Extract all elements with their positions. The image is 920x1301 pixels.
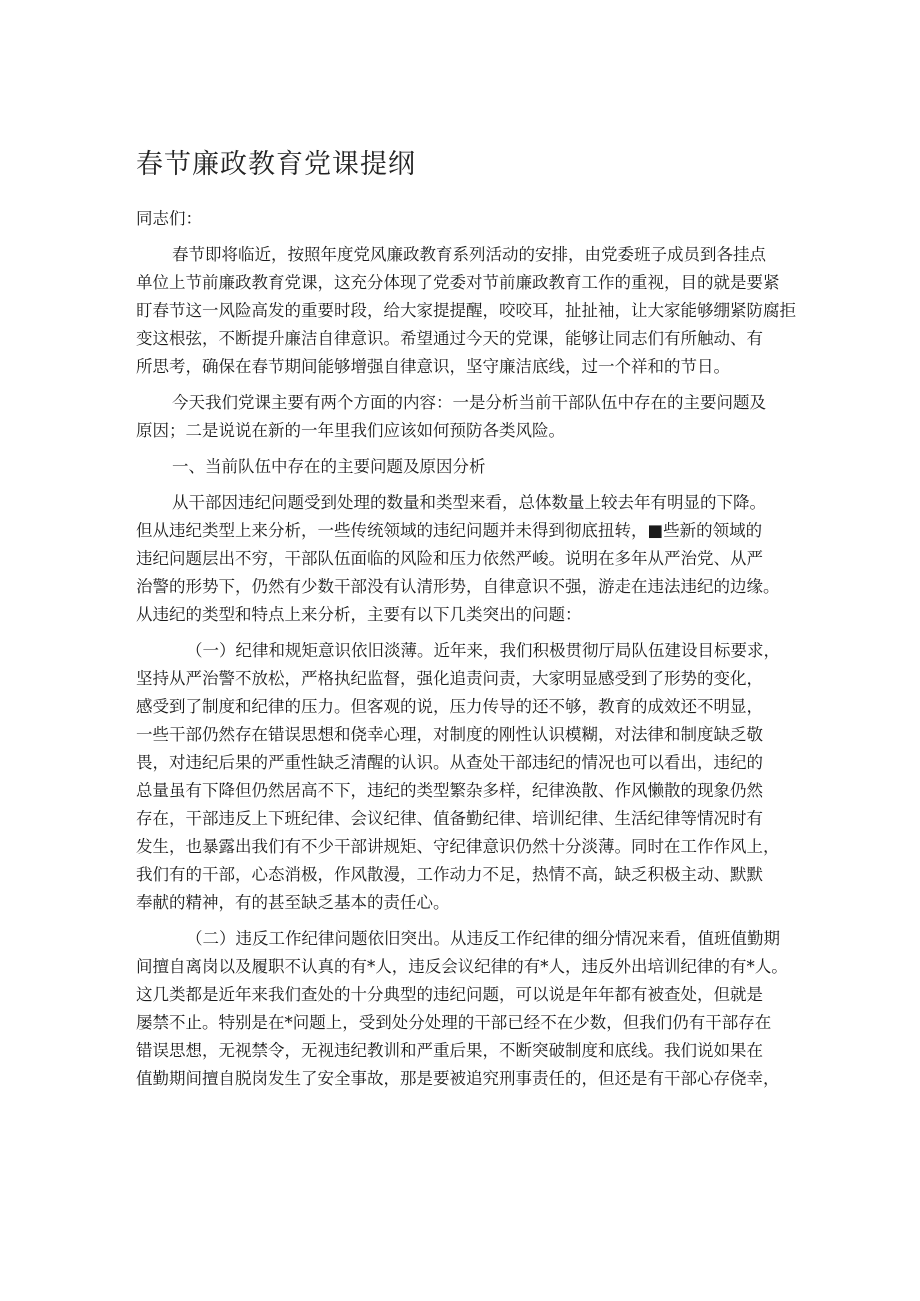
text-line: 所思考，确保在春节期间能够增强自律意识，坚守廉洁底线，过一个祥和的节日。 <box>136 357 730 376</box>
text-line: 变这根弦，不断提升廉洁自律意识。希望通过今天的党课，能够让同志们有所触动、有 <box>136 329 763 348</box>
subsection-heading-line: （一）纪律和规矩意识依旧淡薄。近年来，我们积极贯彻厅局队伍建设目标要求， <box>186 641 780 660</box>
text-line: 存在，干部违反上下班纪律、会议纪律、值备勤纪律、培训纪律、生活纪律等情况时有 <box>136 809 763 828</box>
document-title: 春节廉政教育党课提纲 <box>136 149 416 180</box>
salutation: 同志们： <box>136 209 202 228</box>
text-line: 单位上节前廉政教育党课，这充分体现了党委对节前廉政教育工作的重视，目的就是要紧 <box>136 273 780 292</box>
text-line: 从违纪的类型和特点上来分析，主要有以下几类突出的问题： <box>136 605 582 624</box>
text-line: 春节即将临近，按照年度党风廉政教育系列活动的安排，由党委班子成员到各挂点 <box>172 245 766 264</box>
text-line: 畏，对违纪后果的严重性缺乏清醒的认识。从查处干部违纪的情况也可以看出，违纪的 <box>136 753 763 772</box>
subsection-heading-line: （二）违反工作纪律问题依旧突出。从违反工作纪律的细分情况来看，值班值勤期 <box>186 929 780 948</box>
text-line: 违纪问题层出不穷，干部队伍面临的风险和压力依然严峻。说明在多年从严治党、从严 <box>136 549 763 568</box>
text-line: 我们有的干部，心态消极，作风散漫，工作动力不足，热情不高，缺乏积极主动、默默 <box>136 865 763 884</box>
text-line: 从干部因违纪问题受到处理的数量和类型来看，总体数量上较去年有明显的下降。 <box>172 493 766 512</box>
text-line: 但从违纪类型上来分析，一些传统领域的违纪问题并未得到彻底扭转，■些新的领域的 <box>136 521 763 540</box>
text-line: 奉献的精神，有的甚至缺乏基本的责任心。 <box>136 893 450 912</box>
text-line: 屡禁不止。特别是在*问题上，受到处分处理的干部已经不在少数，但我们仍有干部存在 <box>136 1013 772 1032</box>
document-body <box>136 205 796 1093</box>
paragraph-analysis <box>136 489 796 629</box>
text-line: 盯春节这一风险高发的重要时段，给大家提提醒，咬咬耳，扯扯袖，让大家能够绷紧防腐拒 <box>136 301 796 320</box>
text-line: 发生，也暴露出我们有不少干部讲规矩、守纪律意识仍然十分淡薄。同时在工作作风上， <box>136 837 780 856</box>
text-line: 坚持从严治警不放松，严格执纪监督，强化追责问责，大家明显感受到了形势的变化， <box>136 669 763 688</box>
text-line: 间擅自离岗以及履职不认真的有*人，违反会议纪律的有*人，违反外出培训纪律的有*人。 <box>136 957 788 976</box>
text-line: 总量虽有下降但仍然居高不下，违纪的类型繁杂多样，纪律涣散、作风懒散的现象仍然 <box>136 781 763 800</box>
text-line: 感受到了制度和纪律的压力。但客观的说，压力传导的还不够，教育的成效还不明显， <box>136 697 763 716</box>
text-line: 原因；二是说说在新的一年里我们应该如何预防各类风险。 <box>136 421 565 440</box>
paragraph-work-discipline <box>136 925 796 1093</box>
text-line: 一些干部仍然存在错误思想和侥幸心理，对制度的刚性认识模糊，对法律和制度缺乏敬 <box>136 725 763 744</box>
section-heading: 一、当前队伍中存在的主要问题及原因分析 <box>172 457 486 476</box>
text-line: 这几类都是近年来我们查处的十分典型的违纪问题，可以说是年年都有被查处，但就是 <box>136 985 763 1004</box>
text-line: 值勤期间擅自脱岗发生了安全事故，那是要被追究刑事责任的，但还是有干部心存侥幸， <box>136 1069 780 1088</box>
text-line: 错误思想，无视禁令，无视违纪教训和严重后果，不断突破制度和底线。我们说如果在 <box>136 1041 763 1060</box>
paragraph-overview <box>136 389 796 445</box>
text-line: 治警的形势下，仍然有少数干部没有认清形势，自律意识不强，游走在违法违纪的边缘。 <box>136 577 780 596</box>
paragraph-intro <box>136 241 796 381</box>
text-line: 今天我们党课主要有两个方面的内容：一是分析当前干部队伍中存在的主要问题及 <box>172 393 766 412</box>
paragraph-discipline <box>136 637 796 917</box>
